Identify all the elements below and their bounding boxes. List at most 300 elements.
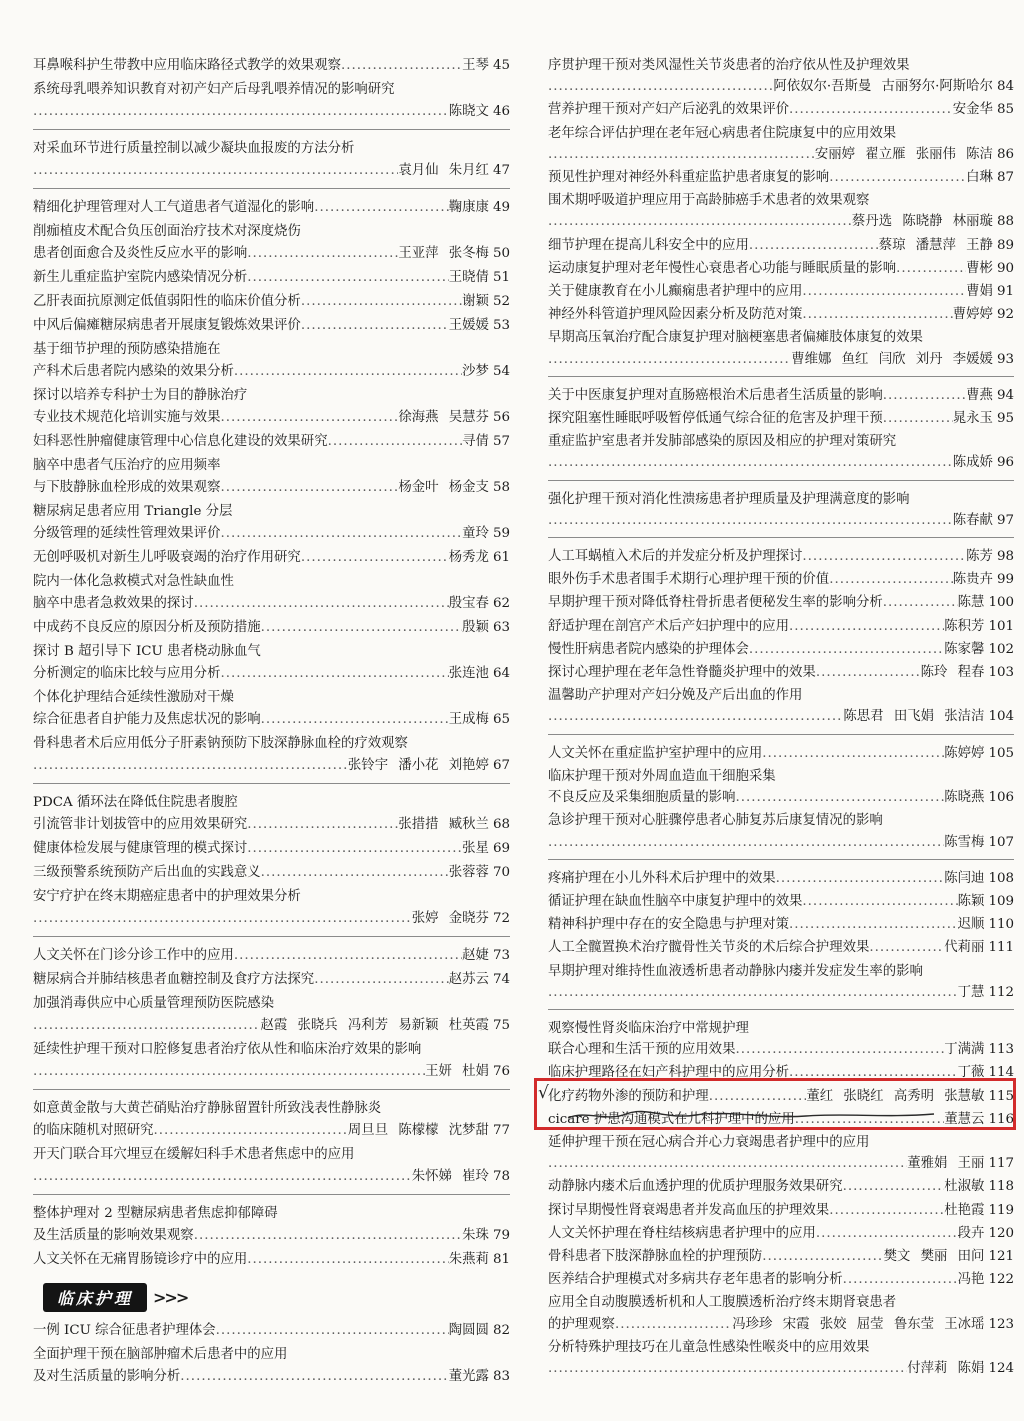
leader-dots <box>735 787 944 808</box>
entry-authors: 曹维娜 鱼红 闫欣 刘丹 李媛媛 <box>791 351 993 367</box>
toc-line <box>548 810 1014 831</box>
toc-line <box>548 349 1014 370</box>
page-number: 79 <box>492 1228 510 1243</box>
toc-entry <box>548 99 1014 120</box>
entry-title: 开天门联合耳穴埋豆在缓解妇科手术患者焦虑中的应用 <box>33 1147 355 1162</box>
toc-entry <box>548 743 1014 764</box>
entry-authors: 陈晓文 <box>448 104 489 119</box>
toc-entry <box>33 733 510 777</box>
leader-dots <box>234 361 462 383</box>
entry-title: 加强消毒供应中心质量管理预防医院感染 <box>33 996 275 1011</box>
leader-dots <box>247 243 398 265</box>
leader-dots <box>883 592 958 613</box>
leader-dots <box>33 1166 412 1188</box>
entry-authors: 寻倩 <box>462 434 489 449</box>
toc-entry <box>548 1292 1014 1334</box>
leader-dots <box>33 1061 425 1083</box>
toc-line <box>33 814 510 836</box>
toc-entry <box>548 868 1014 889</box>
leader-dots <box>154 1120 348 1142</box>
toc-line <box>548 832 1014 853</box>
entry-title: 糖尿病足患者应用 Triangle 分层 <box>33 504 233 519</box>
entry-authors: 陈婷婷 <box>944 745 985 761</box>
page-number: 116 <box>988 1111 1014 1127</box>
entry-authors: 朱珠 <box>462 1228 489 1243</box>
entry-title: 老年综合评估护理在老年冠心病患者住院康复中的应用效果 <box>548 125 897 141</box>
toc-line <box>33 1015 510 1037</box>
toc-line <box>548 144 1014 165</box>
leader-dots <box>749 235 879 256</box>
toc-entry <box>548 55 1014 97</box>
leader-dots <box>816 1223 958 1244</box>
toc-line <box>548 1132 1014 1153</box>
entry-title: 新生儿重症监护室院内感染情况分析 <box>33 270 248 285</box>
page-number: 111 <box>988 940 1014 956</box>
entry-title: cicare 护患沟通模式在儿科护理中的应用 <box>548 1111 795 1127</box>
toc-line <box>33 339 510 361</box>
leader-dots <box>709 1086 807 1107</box>
entry-title: 全面护理干预在脑部肿瘤术后患者中的应用 <box>33 1347 288 1362</box>
page-number: 101 <box>988 618 1014 634</box>
toc-line <box>33 617 510 639</box>
leader-dots <box>802 304 952 325</box>
toc-line <box>548 706 1014 727</box>
right-column <box>548 55 1014 1381</box>
toc-line <box>548 1269 1014 1290</box>
page-number: 75 <box>492 1018 510 1033</box>
entry-title: 医养结合护理模式对多病共存老年患者的影响分析 <box>548 1272 843 1288</box>
page-number: 88 <box>996 214 1014 230</box>
leader-dots <box>247 814 398 836</box>
entry-authors: 蔡丹选 陈晓静 林丽璇 <box>851 214 993 230</box>
toc-line <box>33 792 510 814</box>
entry-title: 综合征患者自护能力及焦虑状况的影响 <box>33 712 261 727</box>
entry-authors: 冯艳 <box>957 1272 985 1288</box>
leader-dots <box>548 144 815 165</box>
entry-title: 探究阻塞性睡眠呼吸暂停低通气综合征的危害及护理干预 <box>548 411 883 427</box>
toc-line <box>548 190 1014 211</box>
entry-title: 联合心理和生活干预的应用效果 <box>548 1042 736 1058</box>
leader-dots <box>194 1225 462 1247</box>
toc-line <box>33 160 510 182</box>
toc-line <box>548 1246 1014 1267</box>
entry-title: 人工耳蜗植入术后的并发症分析及护理探讨 <box>548 549 803 565</box>
page-number: 52 <box>492 294 510 309</box>
toc-entry <box>548 914 1014 935</box>
leader-dots <box>548 706 843 727</box>
toc-line <box>548 1200 1014 1221</box>
toc-line <box>33 1320 510 1342</box>
leader-dots <box>548 1358 907 1379</box>
page-number: 105 <box>988 745 1014 761</box>
toc-line <box>548 914 1014 935</box>
entry-title: 早期护理干预对降低脊柱骨折患者便秘发生率的影响分析 <box>548 595 883 611</box>
toc-line <box>548 235 1014 256</box>
entry-title: 产科术后患者院内感染的效果分析 <box>33 364 234 379</box>
entry-title: 温馨助产护理对产妇分娩及产后出血的作用 <box>548 688 803 704</box>
toc-entry <box>548 685 1014 727</box>
page-number: 118 <box>988 1179 1014 1195</box>
toc-entry <box>548 431 1014 473</box>
leader-dots <box>548 452 953 473</box>
toc-line <box>548 385 1014 406</box>
toc-entry <box>548 1176 1014 1197</box>
toc-entry <box>33 339 510 383</box>
leader-dots <box>789 99 953 120</box>
leader-dots <box>802 546 966 567</box>
divider-line <box>548 859 1014 860</box>
toc-entry <box>548 235 1014 256</box>
toc-line <box>548 685 1014 706</box>
toc-entry <box>548 662 1014 683</box>
leader-dots <box>220 663 448 685</box>
toc-entry <box>33 547 510 569</box>
page-number: 95 <box>996 411 1014 427</box>
toc-line <box>548 1337 1014 1358</box>
toc-entry <box>548 1200 1014 1221</box>
leader-dots <box>762 743 944 764</box>
entry-title: 早期护理对维持性血液透析患者动静脉内瘘并发症发生率的影响 <box>548 963 923 979</box>
page-number: 83 <box>492 1369 510 1384</box>
toc-entry <box>548 1018 1014 1060</box>
toc-entry <box>548 408 1014 429</box>
leader-dots <box>33 755 348 777</box>
page-number: 108 <box>988 870 1014 886</box>
section-header <box>43 1283 510 1312</box>
toc-line <box>548 327 1014 348</box>
entry-authors: 陈玲 程春 <box>920 665 985 681</box>
toc-line <box>33 385 510 407</box>
toc-line <box>33 361 510 383</box>
entry-title: PDCA 循环法在降低住院患者腹腔 <box>33 795 238 810</box>
toc-entry <box>33 1320 510 1342</box>
toc-entry <box>33 79 510 123</box>
entry-authors: 迟顺 <box>957 917 985 933</box>
entry-title: 不良反应及采集细胞质量的影响 <box>548 790 736 806</box>
entry-title: 基于细节护理的预防感染措施在 <box>33 342 221 357</box>
page-number: 104 <box>988 709 1014 725</box>
entry-authors: 杜艳霞 <box>944 1202 985 1218</box>
entry-title: 人工全髋置换术治疗髋骨性关节炎的术后综合护理效果 <box>548 940 870 956</box>
entry-authors: 陈雪梅 <box>944 834 985 850</box>
entry-authors: 赵霞 张晓兵 冯利芳 易新颖 杜英霞 <box>260 1018 489 1033</box>
page-number: 70 <box>492 865 510 880</box>
toc-line <box>548 452 1014 473</box>
entry-authors: 蔡琼 潘慧萍 王静 <box>878 237 993 253</box>
toc-entry <box>33 571 510 615</box>
leader-dots <box>843 1269 958 1290</box>
page-number: 122 <box>988 1272 1014 1288</box>
entry-authors: 阿依奴尔·吾斯曼 古丽努尔·阿斯哈尔 <box>773 79 993 95</box>
entry-authors: 王晓倩 <box>448 270 489 285</box>
page-number: 68 <box>492 817 510 832</box>
entry-title: 糖尿病合并肺结核患者血糖控制及食疗方法探究 <box>33 972 315 987</box>
toc-line <box>33 593 510 615</box>
entry-authors: 朱怀娣 崔玲 <box>411 1169 489 1184</box>
toc-line <box>548 99 1014 120</box>
entry-authors: 曹彬 <box>966 260 993 276</box>
entry-title: 慢性肝病患者院内感染的护理体会 <box>548 641 749 657</box>
entry-title: 眼外伤手术患者围手术期行心理护理干预的价值 <box>548 572 830 588</box>
entry-authors: 陈芳 <box>966 549 993 565</box>
toc-entry <box>548 616 1014 637</box>
entry-title: 序贯护理干预对类风湿性关节炎患者的治疗依从性及护理效果 <box>548 58 910 73</box>
toc-entry <box>33 641 510 685</box>
toc-line <box>33 1203 510 1225</box>
leader-dots <box>33 1015 260 1037</box>
entry-title: 妇科恶性肿瘤健康管理中心信息化建设的效果研究 <box>33 434 328 449</box>
toc-line <box>33 1249 510 1271</box>
toc-line <box>548 431 1014 452</box>
leader-dots <box>247 267 449 289</box>
page-number: 112 <box>988 984 1014 1000</box>
entry-authors: 赵苏云 <box>448 972 489 987</box>
entry-title: 疼痛护理在小儿外科术后护理中的效果 <box>548 870 776 886</box>
toc-entry <box>548 1062 1014 1083</box>
leader-dots <box>301 547 449 569</box>
toc-entry <box>548 1269 1014 1290</box>
entry-authors: 杜淑敏 <box>944 1179 985 1195</box>
toc-entry <box>33 969 510 991</box>
left-column <box>33 55 510 1390</box>
page-number: 50 <box>492 246 510 261</box>
page-number: 94 <box>996 387 1014 403</box>
entry-title: 关于健康教育在小儿癫痫患者护理中的应用 <box>548 284 803 300</box>
entry-title: 安宁疗护在终末期癌症患者中的护理效果分析 <box>33 889 301 904</box>
toc-line <box>33 969 510 991</box>
entry-title: 人文关怀在无痛胃肠镜诊疗中的应用 <box>33 1252 248 1267</box>
toc-entry <box>33 993 510 1037</box>
entry-title: 分级管理的延续性管理效果评价 <box>33 526 221 541</box>
toc-line <box>548 1176 1014 1197</box>
toc-entry <box>548 891 1014 912</box>
page-number: 107 <box>988 834 1014 850</box>
page-number: 123 <box>988 1316 1014 1332</box>
leader-dots <box>548 211 852 232</box>
toc-entry <box>548 258 1014 279</box>
entry-title: 重症监护室患者并发肺部感染的原因及相应的护理对策研究 <box>548 434 897 450</box>
entry-authors: 王成梅 <box>448 712 489 727</box>
page-number: 91 <box>996 284 1014 300</box>
leader-dots <box>301 291 462 313</box>
handwritten-underline <box>566 1108 936 1122</box>
leader-dots <box>548 76 773 97</box>
entry-authors: 童玲 <box>462 526 489 541</box>
entry-authors: 沙梦 <box>462 364 489 379</box>
entry-title: 围术期呼吸道护理应用于高龄肺癌手术患者的效果观察 <box>548 193 870 209</box>
toc-line <box>548 592 1014 613</box>
page-number: 82 <box>492 1323 510 1338</box>
entry-authors: 谢颖 <box>462 294 489 309</box>
leader-dots <box>261 617 463 639</box>
toc-line <box>548 1086 1014 1107</box>
divider-line <box>548 1009 1014 1010</box>
toc-line <box>548 123 1014 144</box>
leader-dots <box>869 937 944 958</box>
page-number: 124 <box>988 1360 1014 1376</box>
toc-entry <box>548 1223 1014 1244</box>
toc-entry <box>33 617 510 639</box>
entry-authors: 丁满满 <box>944 1042 985 1058</box>
toc-entry <box>548 190 1014 232</box>
toc-line <box>33 431 510 453</box>
page-number: 59 <box>492 526 510 541</box>
toc-line <box>33 267 510 289</box>
toc-line <box>548 211 1014 232</box>
leader-dots <box>314 969 449 991</box>
entry-authors: 段卉 <box>957 1225 985 1241</box>
toc-line <box>548 1223 1014 1244</box>
page-number: 114 <box>988 1065 1014 1081</box>
page-number: 81 <box>492 1252 510 1267</box>
entry-authors: 张星 <box>462 841 489 856</box>
entry-authors: 殷宝春 <box>448 596 489 611</box>
page-number: 72 <box>492 911 510 926</box>
toc-entry <box>33 55 510 77</box>
entry-authors: 曹婷婷 <box>952 307 993 323</box>
page-number: 46 <box>492 104 510 119</box>
toc-line <box>548 1018 1014 1039</box>
divider-line <box>33 1194 510 1195</box>
toc-entry <box>548 281 1014 302</box>
toc-entry <box>548 1337 1014 1379</box>
entry-title: 动静脉内瘘术后血透护理的优质护理服务效果研究 <box>548 1179 843 1195</box>
toc-line <box>33 663 510 685</box>
toc-line <box>33 862 510 884</box>
entry-authors: 袁月仙 朱月红 <box>398 163 489 178</box>
toc-line <box>33 547 510 569</box>
toc-line <box>548 616 1014 637</box>
entry-title: 延伸护理干预在冠心病合并心力衰竭患者护理中的应用 <box>548 1134 870 1150</box>
leader-dots <box>548 349 791 370</box>
toc-entry <box>33 687 510 731</box>
entry-title: 观察慢性肾炎临床治疗中常规护理 <box>548 1020 749 1036</box>
entry-title: 细节护理在提高儿科安全中的应用 <box>548 237 749 253</box>
section-label: 临床护理 <box>43 1283 147 1312</box>
leader-dots <box>776 868 945 889</box>
toc-entry <box>548 766 1014 808</box>
toc-entry <box>33 1344 510 1388</box>
page-number: 45 <box>492 58 510 73</box>
leader-dots <box>548 510 953 531</box>
entry-title: 患者创面愈合及炎性反应水平的影响 <box>33 246 248 261</box>
toc-line <box>33 755 510 777</box>
toc-entry <box>548 569 1014 590</box>
toc-line <box>548 510 1014 531</box>
entry-title: 脑卒中患者急救效果的探讨 <box>33 596 194 611</box>
page-number: 54 <box>492 364 510 379</box>
toc-line <box>548 937 1014 958</box>
toc-line <box>33 886 510 908</box>
leader-dots <box>220 477 398 499</box>
toc-entry <box>548 327 1014 369</box>
entry-title: 三级预警系统预防产后出血的实践意义 <box>33 865 261 880</box>
leader-dots <box>220 407 398 429</box>
highlighted-toc-entry <box>548 1132 1014 1174</box>
leader-dots <box>216 1320 449 1342</box>
page-number: 73 <box>492 948 510 963</box>
leader-dots <box>762 1246 883 1267</box>
toc-line <box>548 743 1014 764</box>
entry-title: 及生活质量的影响效果观察 <box>33 1228 194 1243</box>
page-number: 47 <box>492 163 510 178</box>
toc-entry <box>33 1249 510 1271</box>
toc-line <box>33 709 510 731</box>
leader-dots <box>802 281 966 302</box>
entry-title: 临床护理干预对外周血造血干细胞采集 <box>548 768 776 784</box>
entry-title: 人文关怀在门诊分诊工作中的应用 <box>33 948 234 963</box>
divider-line <box>548 480 1014 481</box>
page-number: 117 <box>988 1156 1014 1172</box>
toc-line <box>33 1366 510 1388</box>
toc-line <box>33 641 510 663</box>
entry-title: 削痂植皮术配合负压创面治疗技术对深度烧伤 <box>33 224 301 239</box>
toc-line <box>33 1225 510 1247</box>
entry-title: 神经外科管道护理风险因素分析及防范对策 <box>548 307 803 323</box>
leader-dots <box>247 838 462 860</box>
toc-entry <box>33 945 510 967</box>
entry-authors: 张措措 臧秋兰 <box>398 817 489 832</box>
entry-title: 骨科患者术后应用低分子肝素钠预防下肢深静脉血栓的疗效观察 <box>33 736 408 751</box>
page-number: 53 <box>492 318 510 333</box>
page-number: 85 <box>996 102 1014 118</box>
leader-dots <box>749 639 944 660</box>
leader-dots <box>735 1039 944 1060</box>
entry-title: 应用全自动腹膜透析机和人工腹膜透析治疗终末期肾衰患者 <box>548 1295 897 1311</box>
entry-title: 急诊护理干预对心脏骤停患者心肺复苏后康复情况的影响 <box>548 813 883 829</box>
toc-line <box>33 838 510 860</box>
toc-line <box>33 138 510 160</box>
toc-entry <box>33 501 510 545</box>
page-number: 74 <box>492 972 510 987</box>
toc-entry <box>33 1039 510 1083</box>
page-number: 89 <box>996 237 1014 253</box>
entry-authors: 杨秀龙 <box>448 550 489 565</box>
entry-authors: 晁永玉 <box>952 411 993 427</box>
page-number: 56 <box>492 410 510 425</box>
toc-entry <box>548 304 1014 325</box>
divider-line <box>548 537 1014 538</box>
toc-line <box>33 55 510 77</box>
page-number: 58 <box>492 480 510 495</box>
toc-line <box>33 477 510 499</box>
page-number: 90 <box>996 260 1014 276</box>
toc-line <box>548 546 1014 567</box>
leader-dots <box>261 862 449 884</box>
toc-line <box>33 197 510 219</box>
toc-line <box>33 243 510 265</box>
toc-line <box>33 945 510 967</box>
entry-authors: 陈成娇 <box>952 455 993 471</box>
toc-line <box>33 455 510 477</box>
toc-line <box>548 304 1014 325</box>
page-number: 86 <box>996 146 1014 162</box>
leader-dots <box>789 616 944 637</box>
toc-entry <box>33 862 510 884</box>
leader-dots <box>829 167 966 188</box>
toc-line <box>548 1039 1014 1060</box>
entry-title: 的护理观察 <box>548 1316 615 1332</box>
entry-authors: 冯珍珍 宋霞 张姣 屈莹 鲁东莹 王冰瑶 <box>732 1316 985 1332</box>
toc-line <box>33 1098 510 1120</box>
leader-dots <box>301 315 449 337</box>
entry-authors: 丁慧 <box>957 984 985 1000</box>
leader-dots <box>843 1176 945 1197</box>
leader-dots <box>194 593 449 615</box>
toc-entry <box>33 1203 510 1247</box>
entry-authors: 董慧云 <box>944 1111 985 1127</box>
page-number: 78 <box>492 1169 510 1184</box>
